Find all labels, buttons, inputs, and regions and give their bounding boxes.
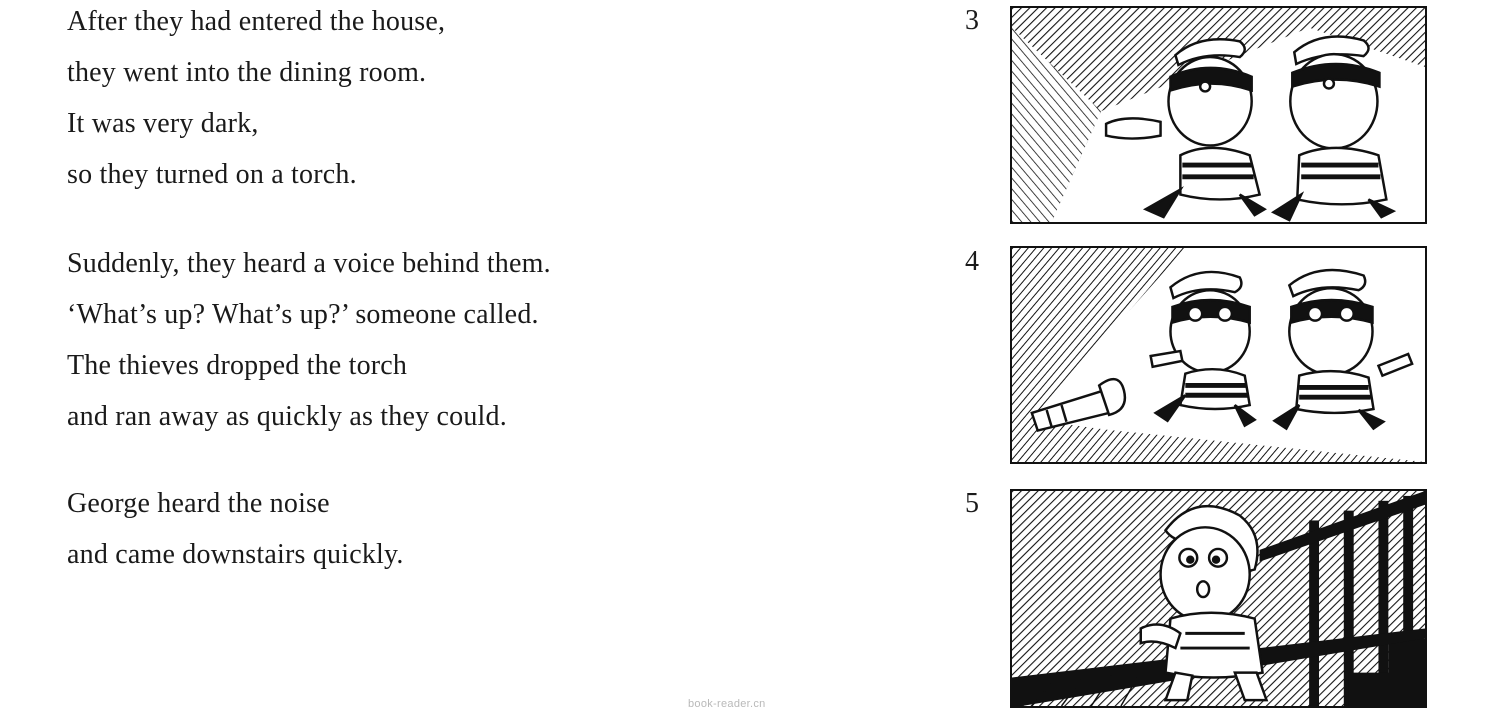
illustration-george-downstairs: [1010, 489, 1427, 708]
picture-number-5: 5: [965, 488, 979, 519]
story-line: they went into the dining room.: [67, 57, 427, 88]
story-line: and ran away as quickly as they could.: [67, 401, 507, 432]
illustration-thieves-running: [1010, 246, 1427, 464]
picture-number-4: 4: [965, 246, 979, 277]
story-line: After they had entered the house,: [67, 6, 446, 37]
story-line: Suddenly, they heard a voice behind them.: [67, 248, 551, 279]
story-line: and came downstairs quickly.: [67, 539, 404, 570]
watermark: book-reader.cn: [688, 698, 766, 710]
story-line: George heard the noise: [67, 488, 330, 519]
story-line: It was very dark,: [67, 108, 259, 139]
story-line: The thieves dropped the torch: [67, 350, 408, 381]
story-paragraph-4: [67, 238, 551, 442]
picture-number-3: 3: [965, 5, 979, 36]
story-paragraph-5: [67, 478, 404, 580]
story-line: so they turned on a torch.: [67, 159, 357, 190]
story-line: ‘What’s up? What’s up?’ someone called.: [67, 299, 539, 330]
illustration-thieves-with-torch: [1010, 6, 1427, 224]
story-paragraph-3: [67, 0, 445, 200]
